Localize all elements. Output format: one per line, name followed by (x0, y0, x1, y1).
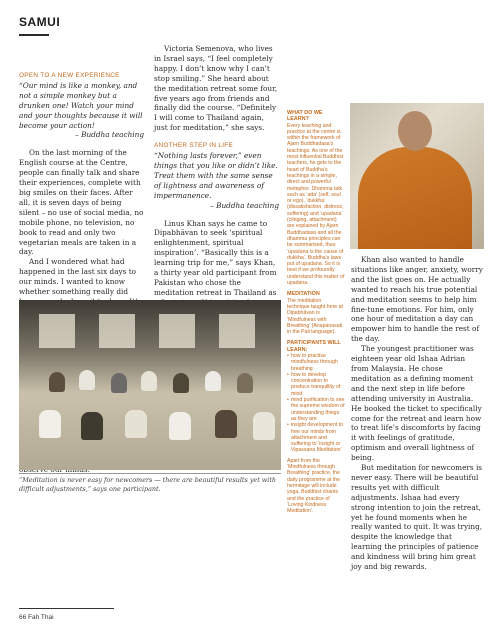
section-title: SAMUI (19, 15, 61, 29)
sidebar-text: The meditation technique taught here at Dipabhāvan is ‘Mindfulness with Breathing’ (Anapanasati in the Pali language). (287, 297, 343, 336)
paragraph: Khan also wanted to handle situations like anger, anxiety, worry and the list goes on. He actually wanted to reach his true potential and meditation seems to help him fine-tune emotions. For him, only one hour of meditation a day can empower him to handle the rest of the day. (351, 255, 483, 344)
paragraph: On the last morning of the English course at the Centre, people can finally talk and share their experiences, complete with big smiles on their faces. After all, it is seven days of being silent – no use of social media, no mobile phone, no television, no book to read and only two vegetarian meals are taken in a day. (19, 148, 144, 257)
page-footer: 66 Fah Thai (19, 614, 54, 621)
monk-photo (350, 103, 484, 249)
quote-nothing-lasts: “Nothing lasts forever,” even things that you like or didn’t like. Treat them with the same sense of lightness and awareness of impermanence. (154, 151, 278, 200)
sitter (111, 373, 127, 393)
list-item: • mind purification to see the supreme wisdom of understanding things as they are (287, 397, 345, 422)
window (99, 314, 135, 348)
list-item: • how to develop concentration to produce tranquillity of mind (287, 372, 345, 397)
paragraph: But meditation for newcomers is never easy. There will be beautiful results yet with difficult adjustments. Ishaa had every strong intention to join the retreat, yet he found moments when he really wanted to quit. It was trying, despite the knowledge that learning the principles of patience and kindness will bring him great joy and big rewards. (351, 463, 483, 572)
paragraph: Victoria Semenova, who lives in Israel says, “I feel completely happy. I don’t know why I can’t stop smiling.” She heard about the meditation retreat some four, five years ago from friends and finally did the course. “Definitely I will come to Thailand again, just for meditation,” she says. (154, 44, 278, 133)
list-item: • how to practise mindfulness through breathing (287, 353, 345, 372)
sidebar-text: Apart from the ‘Mindfulness through Breathing’ practice, the daily programme at the hermitage will include yoga, Buddhist chants and the practice of ‘Loving Kindness Meditation’. (287, 457, 341, 515)
sitter (205, 371, 221, 391)
sidebar-box (287, 110, 345, 514)
sitter (169, 412, 191, 440)
paragraph: Linus Khan says he came to Dipabhāvan to seek ‘spiritual enlightenment, spiritual inspiration’. “Basically this is a learning trip for me,” says Khan, a thirty year old participant from Pakistan who chose the meditation retreat in Thailand as (154, 218, 277, 297)
heading-new-experience: OPEN TO A NEW EXPERIENCE (19, 72, 120, 79)
head-shape (398, 111, 432, 151)
sitter (173, 373, 189, 393)
window (219, 314, 255, 348)
sidebar-heading: WHAT DO WE LEARN? (287, 110, 323, 123)
quote-attribution: – Buddha teaching (75, 130, 144, 140)
sitter (39, 410, 61, 438)
sidebar-heading: PARTICIPANTS WILL LEARN: (287, 340, 341, 353)
caption-rule (19, 473, 281, 474)
sitter (79, 370, 95, 390)
sitter (81, 412, 103, 440)
sitter (141, 371, 157, 391)
paragraph: And I wondered what had happened in the last six days to our minds. I wanted to know whether something really did (19, 257, 137, 297)
heading-another-step: ANOTHER STEP IN LIFE (154, 142, 234, 150)
footer-rule (19, 608, 114, 609)
photo-caption: “Meditation is never easy for newcomers — there are beautiful results yet with difficult adjustments,” says one participant. (19, 476, 277, 493)
sitter (237, 373, 253, 393)
window (159, 314, 195, 348)
quote-attribution: – Buddha teaching (210, 200, 279, 210)
sitter (49, 372, 65, 392)
sitter (253, 412, 275, 440)
section-rule (19, 34, 49, 36)
sidebar-text: Every teaching and practice at the centre is within the framework of Ajarn Buddhadasa’s teachings. As one of the most influential Buddhist teachers, he gets to the heart of Buddha’s teachings in a simple, direct and powerful metaphor. Dhamma talk such as ‘atta’ (self, soul or ego), ‘dukkha’ (dissatisfaction, distress, suffering) and ‘upadana’ (clinging, attachment) are explained by Ajarn Buddhadasa and all the dhamma principles can be summarised, thus: ‘upadana is the cause of dukkha’. Buddha’s laws put of upadana. So it is best if we profoundly understand this matter of upadana. (287, 122, 345, 287)
sidebar-heading: MEDITATION (287, 291, 320, 298)
sidebar-list (287, 353, 345, 454)
robe-shape (358, 147, 472, 249)
sitter (125, 410, 147, 438)
quote-monkey: “Our mind is like a monkey, and not a simple monkey but a drunken one! Watch your mind and your thoughts because it will become your action! (19, 80, 143, 130)
sitter (215, 410, 237, 438)
window (39, 314, 75, 348)
paragraph: The youngest practitioner was eighteen year old Ishaa Adrian from Malaysia. He chose meditation as a defining moment and the next step in life before attending university in Australia. He booked the ticket to specifically come for the retreat and learn how to treat life’s discomforts by facing it with feelings of gratitude, optimism and overall lightness of being. (351, 344, 482, 463)
meditation-hall-photo (19, 300, 281, 470)
list-item: • insight development to free our minds from attachment and suffering to ‘insight or Vipassana Meditation’ (287, 422, 345, 453)
column-3 (351, 255, 483, 572)
